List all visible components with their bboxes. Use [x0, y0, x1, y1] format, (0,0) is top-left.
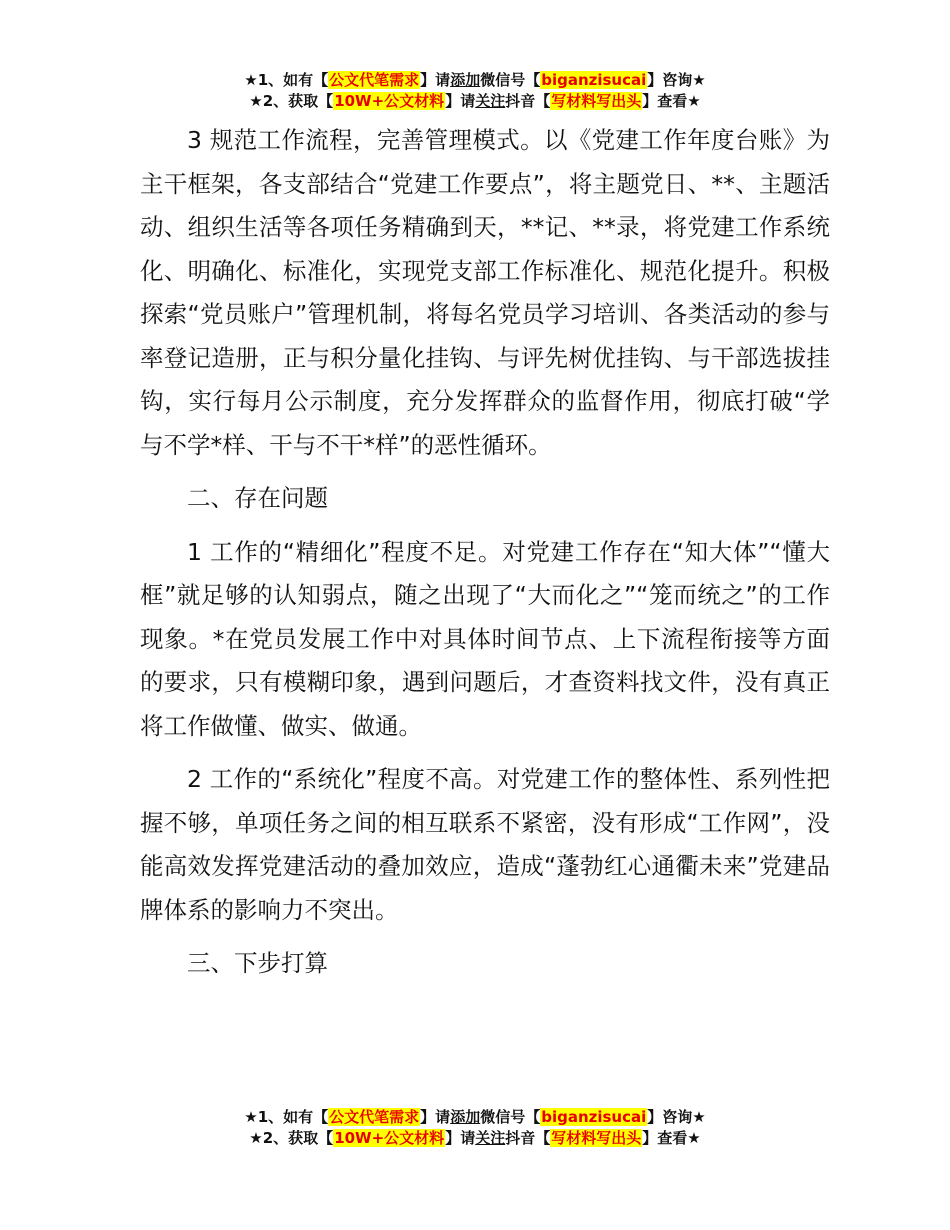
banner-highlight-wechat-id: biganzisucai	[541, 1108, 647, 1126]
banner-line-1: ★1、如有【公文代笔需求】请添加微信号【biganzisucai】咨询★	[244, 1108, 706, 1126]
section-heading-next-steps: 三、下步打算	[187, 949, 328, 977]
paragraph-systematization: 2 工作的“系统化”程度不高。对党建工作的整体性、系列性把握不够，单项任务之间的相互联系不紧密，没有形成“工作网”，没能高效发挥党建活动的叠加效应，造成“蓬勃红心通衢未来”党建品牌体系的影响力不突出。	[140, 765, 830, 924]
banner-line-2: ★2、获取【10W+公文材料】请关注抖音【写材料写出头】查看★	[249, 92, 701, 110]
banner-line-1: ★1、如有【公文代笔需求】请添加微信号【biganzisucai】咨询★	[244, 71, 706, 89]
banner-highlight-wechat-id: biganzisucai	[541, 71, 647, 89]
banner-highlight-service: 公文代笔需求	[329, 1108, 420, 1126]
banner-highlight-service: 公文代笔需求	[329, 71, 420, 89]
banner-highlight-materials: 10W+公文材料	[334, 92, 445, 110]
paragraph-refinement: 1 工作的“精细化”程度不足。对党建工作存在“知大体”“懂大框”就足够的认知弱点，随之出现了“大而化之”“笼而统之”的工作现象。*在党员发展工作中对具体时间节点、上下流程衔接等方面的要求，只有模糊印象，遇到问题后，才查资料找文件，没有真正将工作做懂、做实、做通。	[140, 537, 830, 740]
banner-highlight-douyin: 写材料写出头	[551, 1129, 642, 1147]
header-banner	[0, 70, 950, 112]
banner-highlight-douyin: 写材料写出头	[551, 92, 642, 110]
section-heading-problems: 二、存在问题	[187, 484, 328, 512]
banner-line-2: ★2、获取【10W+公文材料】请关注抖音【写材料写出头】查看★	[249, 1129, 701, 1147]
document-body	[140, 119, 830, 986]
banner-highlight-materials: 10W+公文材料	[334, 1129, 445, 1147]
footer-banner	[0, 1107, 950, 1149]
paragraph-workflow: 3 规范工作流程，完善管理模式。以《党建工作年度台账》为主干框架，各支部结合“党建工作要点”，将主题党日、**、主题活动、组织生活等各项任务精确到天，**记、**录，将党建工作系统化、明确化、标准化，实现党支部工作标准化、规范化提升。积极探索“党员账户”管理机制，将每名党员学习培训、各类活动的参与率登记造册，正与积分量化挂钩、与评先树优挂钩、与干部选拔挂钩，实行每月公示制度，充分发挥群众的监督作用，彻底打破“学与不学*样、干与不干*样”的恶性循环。	[140, 126, 830, 459]
